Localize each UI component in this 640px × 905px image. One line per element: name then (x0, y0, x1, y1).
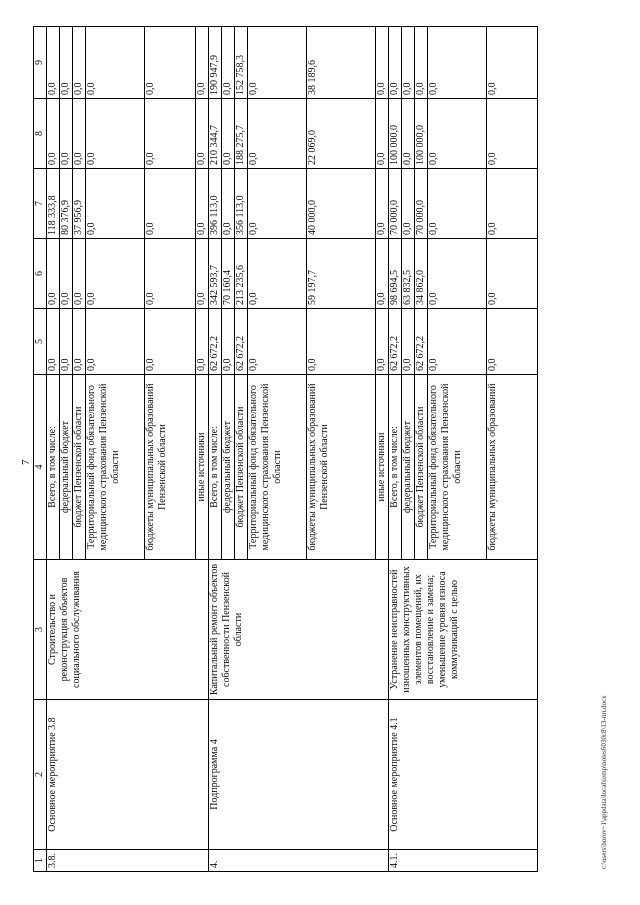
amount-cell: 0,0 (222, 99, 235, 169)
header-cell-1: 1 (34, 850, 47, 872)
budget-table (33, 26, 538, 872)
funding-source: иные источники (376, 375, 389, 560)
amount-cell: 0,0 (222, 27, 235, 99)
amount-cell: 0,0 (248, 27, 307, 99)
amount-cell: 34 862,0 (415, 239, 428, 309)
header-cell-3: 3 (34, 560, 47, 700)
item-description: Строительство и реконструкция объектов социального обслуживания (47, 560, 209, 700)
amount-cell: 0,0 (428, 27, 487, 99)
amount-cell: 62 672,2 (415, 309, 428, 375)
amount-cell: 0,0 (60, 239, 73, 309)
amount-cell: 0,0 (196, 27, 209, 99)
item-description: Устранение неисправностей изношенных конструктивных элементов помещений, их восстановление и замена; уменьшение уровня износа коммуникаций с целью (389, 560, 538, 700)
amount-cell: 0,0 (73, 309, 86, 375)
funding-source: Всего, в том числе: (47, 375, 60, 560)
amount-cell: 0,0 (222, 169, 235, 239)
funding-source: федеральный бюджет (222, 375, 235, 560)
amount-cell: 0,0 (196, 239, 209, 309)
amount-cell: 0,0 (487, 99, 538, 169)
amount-cell: 59 197,7 (307, 239, 376, 309)
amount-cell: 0,0 (307, 309, 376, 375)
amount-cell: 0,0 (248, 99, 307, 169)
amount-cell: 0,0 (60, 309, 73, 375)
amount-cell: 0,0 (47, 309, 60, 375)
amount-cell: 0,0 (376, 99, 389, 169)
amount-cell: 63 832,5 (402, 239, 415, 309)
amount-cell: 0,0 (402, 27, 415, 99)
funding-source: бюджеты муниципальных образований (487, 375, 538, 560)
amount-cell: 0,0 (60, 99, 73, 169)
amount-cell: 0,0 (222, 309, 235, 375)
item-number: 3.8. (47, 850, 209, 872)
amount-cell: 0,0 (402, 99, 415, 169)
amount-cell: 0,0 (86, 99, 145, 169)
item-name: Подпрограмма 4 (209, 700, 389, 850)
amount-cell: 37 956,9 (73, 169, 86, 239)
amount-cell: 356 113,0 (235, 169, 248, 239)
amount-cell: 0,0 (389, 27, 402, 99)
funding-source: Территориальный фонд обязательного медицинского страхования Пензенской области (428, 375, 487, 560)
header-cell-7: 7 (34, 169, 47, 239)
header-cell-2: 2 (34, 700, 47, 850)
item-name: Основное мероприятие 4.1 (389, 700, 538, 850)
item-number: 4. (209, 850, 389, 872)
amount-cell: 0,0 (487, 309, 538, 375)
amount-cell: 0,0 (248, 309, 307, 375)
amount-cell: 0,0 (248, 239, 307, 309)
amount-cell: 190 947,9 (209, 27, 222, 99)
amount-cell: 70 160,4 (222, 239, 235, 309)
amount-cell: 0,0 (86, 169, 145, 239)
amount-cell: 118 333,8 (47, 169, 60, 239)
amount-cell: 0,0 (402, 169, 415, 239)
funding-source: бюджеты муниципальных образований Пензенской области (307, 375, 376, 560)
amount-cell: 0,0 (86, 239, 145, 309)
amount-cell: 396 113,0 (209, 169, 222, 239)
amount-cell: 0,0 (86, 27, 145, 99)
amount-cell: 0,0 (402, 309, 415, 375)
header-cell-4: 4 (34, 375, 47, 560)
amount-cell: 0,0 (376, 169, 389, 239)
amount-cell: 0,0 (196, 169, 209, 239)
amount-cell: 0,0 (60, 27, 73, 99)
amount-cell: 80 376,9 (60, 169, 73, 239)
funding-source: Территориальный фонд обязательного медицинского страхования Пензенской области (248, 375, 307, 560)
funding-source: бюджет Пензенской области (235, 375, 248, 560)
amount-cell: 0,0 (415, 27, 428, 99)
funding-source: Территориальный фонд обязательного медицинского страхования Пензенской области (86, 375, 145, 560)
page-number: 7 (20, 459, 32, 465)
amount-cell: 0,0 (145, 27, 196, 99)
amount-cell: 62 672,2 (235, 309, 248, 375)
amount-cell: 213 235,6 (235, 239, 248, 309)
amount-cell: 0,0 (428, 239, 487, 309)
funding-source: бюджет Пензенской области (73, 375, 86, 560)
amount-cell: 0,0 (376, 239, 389, 309)
item-description: Капитальный ремонт объектов собственности Пензенской области (209, 560, 389, 700)
header-cell-5: 5 (34, 309, 47, 375)
amount-cell: 0,0 (73, 27, 86, 99)
amount-cell: 100 000,0 (415, 99, 428, 169)
amount-cell: 0,0 (47, 27, 60, 99)
funding-source: Всего, в том числе: (209, 375, 222, 560)
funding-source: Всего, в том числе: (389, 375, 402, 560)
amount-cell: 0,0 (376, 27, 389, 99)
amount-cell: 0,0 (196, 309, 209, 375)
table-row (389, 27, 402, 872)
item-name: Основное мероприятие 3.8 (47, 700, 209, 850)
amount-cell: 40 000,0 (307, 169, 376, 239)
table-row (209, 27, 222, 872)
amount-cell: 70 000,0 (389, 169, 402, 239)
item-number: 4.1. (389, 850, 538, 872)
amount-cell: 0,0 (86, 309, 145, 375)
amount-cell: 0,0 (487, 239, 538, 309)
amount-cell: 0,0 (145, 239, 196, 309)
amount-cell: 0,0 (73, 99, 86, 169)
funding-source: федеральный бюджет (60, 375, 73, 560)
amount-cell: 98 694,5 (389, 239, 402, 309)
amount-cell: 342 593,7 (209, 239, 222, 309)
table-row (47, 27, 60, 872)
amount-cell: 0,0 (73, 239, 86, 309)
funding-source: бюджеты муниципальных образований Пензенской области (145, 375, 196, 560)
amount-cell: 0,0 (428, 309, 487, 375)
amount-cell: 0,0 (145, 169, 196, 239)
amount-cell: 0,0 (248, 169, 307, 239)
header-cell-8: 8 (34, 99, 47, 169)
amount-cell: 152 758,3 (235, 27, 248, 99)
amount-cell: 0,0 (428, 99, 487, 169)
amount-cell: 0,0 (428, 169, 487, 239)
amount-cell: 0,0 (47, 99, 60, 169)
header-cell-6: 6 (34, 239, 47, 309)
amount-cell: 0,0 (487, 169, 538, 239)
amount-cell: 0,0 (376, 309, 389, 375)
amount-cell: 22 069,0 (307, 99, 376, 169)
amount-cell: 100 000,0 (389, 99, 402, 169)
amount-cell: 0,0 (145, 309, 196, 375)
amount-cell: 188 275,7 (235, 99, 248, 169)
amount-cell: 0,0 (487, 27, 538, 99)
funding-source: бюджет Пензенской области (415, 375, 428, 560)
amount-cell: 62 672,2 (209, 309, 222, 375)
amount-cell: 0,0 (196, 99, 209, 169)
amount-cell: 38 189,6 (307, 27, 376, 99)
amount-cell: 0,0 (47, 239, 60, 309)
amount-cell: 0,0 (145, 99, 196, 169)
funding-source: иные источники (196, 375, 209, 560)
funding-source: федеральный бюджет (402, 375, 415, 560)
amount-cell: 62 672,2 (389, 309, 402, 375)
amount-cell: 210 344,7 (209, 99, 222, 169)
footer-path: c:\users\borov~1\appdata\local\temp\notes6030c8\13-пп.docx (600, 695, 608, 869)
amount-cell: 70 000,0 (415, 169, 428, 239)
header-cell-9: 9 (34, 27, 47, 99)
header-row (34, 27, 47, 872)
